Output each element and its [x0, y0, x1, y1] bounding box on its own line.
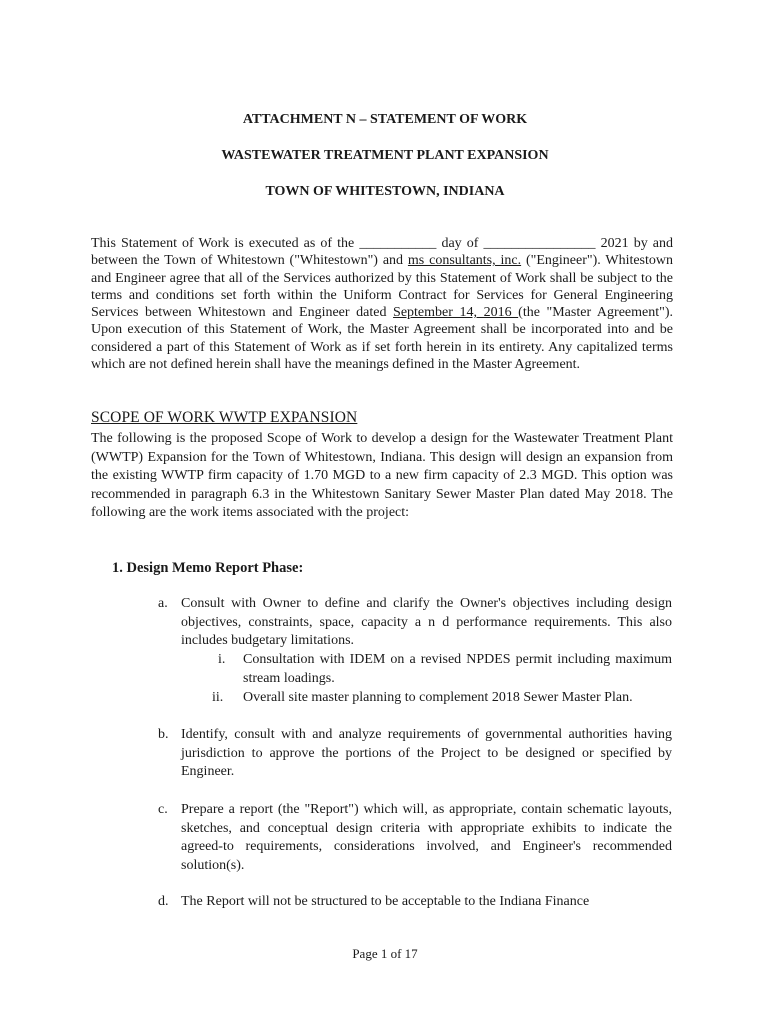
intro-text-2: ("Engineer"). Whitestown and Engineer agree that all of the Services authorized by this Statement of Work shall be subject to the terms and conditions set forth within the Uniform Contract for Services for General Engineering Services between Whitestown and Engineer dated: [91, 253, 674, 321]
list-item-text: Identify, consult with and analyze requirements of governmental authorities having jurisdiction to approve the portions of the Project to be designed or specified by Engineer.: [181, 727, 672, 780]
list-item-text: Consult with Owner to define and clarify the Owner's objectives including design objectives, constraints, space, capacity a n d performance requirements. This also includes budgetary limitations.: [181, 596, 672, 649]
scope-paragraph: The following is the proposed Scope of Work to develop a design for the Wastewater Treatment Plant (WWTP) Expansion for the Town of Whitestown, Indiana. This design will design an expansion from the existing WWTP firm capacity of 1.70 MGD to a new firm capacity of 2.3 MGD. This option was recommended in paragraph 6.3 in the Whitestown Sanitary Sewer Master Plan dated May 2018. The following are the work items associated with the project:: [91, 431, 673, 521]
agreement-date: September 14, 2016: [393, 305, 519, 321]
sub-item-text: Overall site master planning to complement 2018 Sewer Master Plan.: [243, 690, 633, 705]
phase-heading: 1. Design Memo Report Phase:: [112, 560, 304, 576]
list-item-a: [158, 595, 672, 651]
intro-paragraph: [91, 235, 673, 373]
town-title: TOWN OF WHITESTOWN, INDIANA: [265, 184, 505, 199]
list-item-label: b.: [158, 727, 169, 742]
list-item-b: [158, 726, 672, 782]
sub-item-i: [218, 651, 672, 688]
sub-item-ii: [212, 689, 672, 708]
document-title: ATTACHMENT N – STATEMENT OF WORK: [242, 112, 528, 127]
intro-text-1: This Statement of Work is executed as of the ___________ day of ________________ 2021 by and between the Town of Whitestown ("Whitestown") and: [91, 236, 673, 269]
list-item-text: Prepare a report (the "Report") which will, as appropriate, contain schematic layouts, sketches, and conceptual design criteria with appropriate exhibits to indicate the agreed-to requirements, considerations involved, and Engineer's recommended solution(s).: [181, 802, 672, 874]
project-title: WASTEWATER TREATMENT PLANT EXPANSION: [221, 148, 549, 163]
list-item-d: [158, 893, 672, 912]
engineer-name: ms consultants, inc.: [407, 253, 522, 269]
sub-item-label: ii.: [212, 690, 224, 705]
list-item-label: d.: [158, 894, 169, 909]
page-number: Page 1 of 17: [352, 946, 418, 961]
sub-item-label: i.: [218, 652, 226, 667]
list-item-c: [158, 801, 672, 876]
scope-heading: SCOPE OF WORK WWTP EXPANSION: [91, 409, 358, 426]
sub-item-text: Consultation with IDEM on a revised NPDES permit including maximum stream loadings.: [243, 652, 672, 686]
intro-text-3: (the "Master Agreement"). Upon execution of this Statement of Work, the Master Agreement shall be incorporated into and be considered a part of this Statement of Work as if set forth herein in its entirety. Any capitalized terms which are not defined herein shall have the meanings defined in the Master Agreement.: [91, 305, 673, 373]
list-item-label: a.: [158, 596, 168, 611]
list-item-label: c.: [158, 802, 168, 817]
list-item-text: The Report will not be structured to be acceptable to the Indiana Finance: [181, 894, 590, 909]
